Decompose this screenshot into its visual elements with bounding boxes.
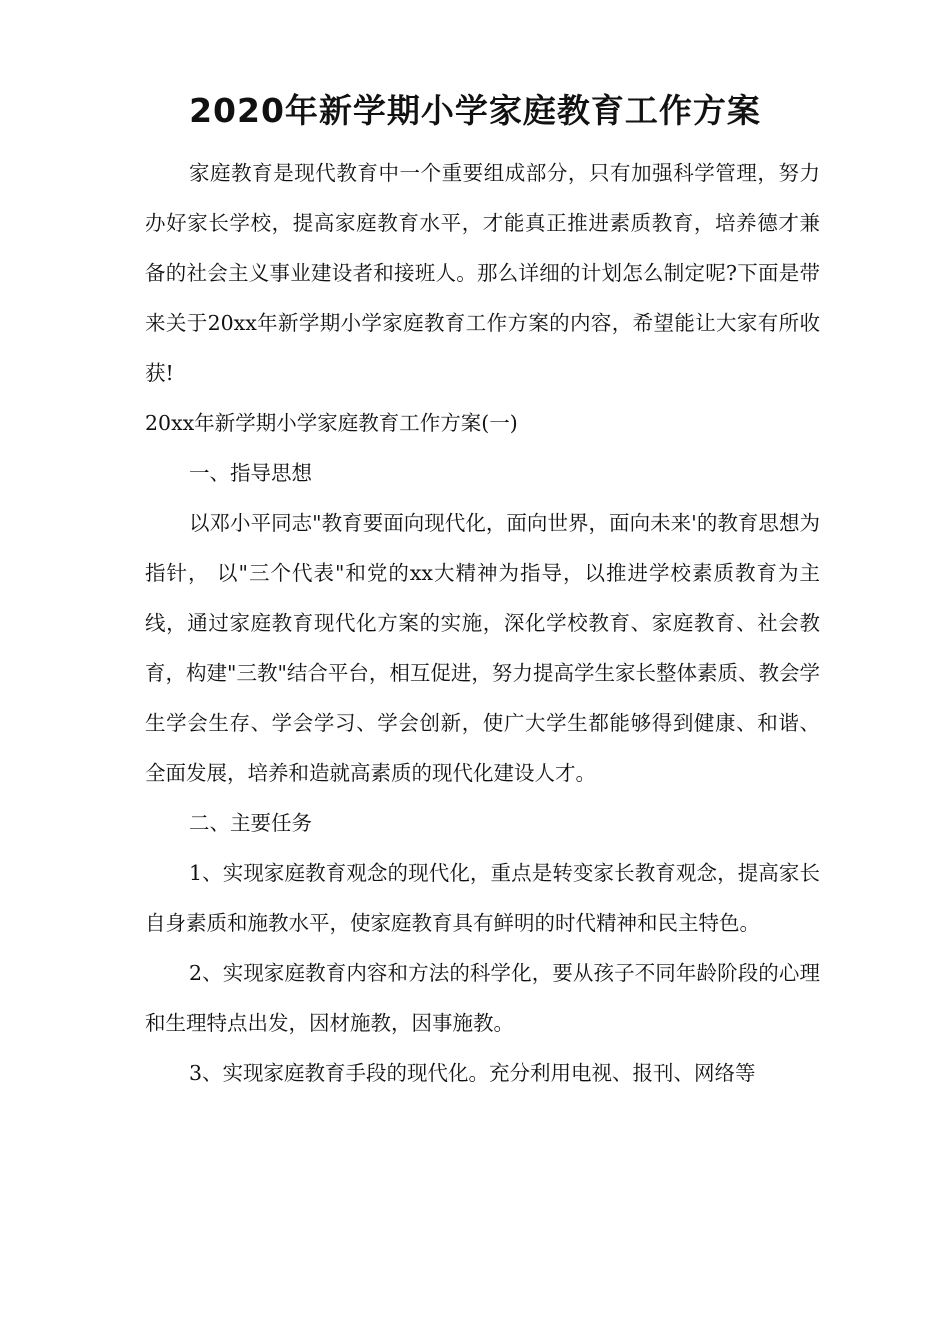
section-subtitle: 20xx年新学期小学家庭教育工作方案(一) (145, 411, 518, 435)
heading-main-tasks: 二、主要任务 (189, 811, 312, 835)
task-item-2: 2、实现家庭教育内容和方法的科学化，要从孩子不同年龄阶段的心理和生理特点出发，因材施教，因事施教。 (145, 961, 820, 1035)
guiding-ideology-paragraph: 以邓小平同志"教育要面向现代化，面向世界，面向未来'的教育思想为指针， 以"三个代表"和党的xx大精神为指导，以推进学校素质教育为主线，通过家庭教育现代化方案的实施，深化学校教育、家庭教育、社会教育，构建"三教"结合平台，相互促进，努力提高学生家长整体素质、教会学生学会生存、学会学习、学会创新，使广大学生都能够得到健康、和谐、全面发展，培养和造就高素质的现代化建设人才。 (145, 511, 820, 785)
document-body (145, 148, 820, 1098)
task-item-3: 3、实现家庭教育手段的现代化。充分利用电视、报刊、网络等 (189, 1061, 756, 1085)
task-item-1: 1、实现家庭教育观念的现代化，重点是转变家长教育观念，提高家长自身素质和施教水平，使家庭教育具有鲜明的时代精神和民主特色。 (145, 861, 820, 935)
heading-guiding-ideology: 一、指导思想 (189, 461, 312, 485)
document-title: 2020年新学期小学家庭教育工作方案 (189, 91, 761, 130)
intro-paragraph: 家庭教育是现代教育中一个重要组成部分，只有加强科学管理，努力办好家长学校，提高家庭教育水平，才能真正推进素质教育，培养德才兼备的社会主义事业建设者和接班人。那么详细的计划怎么制定呢?下面是带来关于20xx年新学期小学家庭教育工作方案的内容，希望能让大家有所收获! (145, 161, 820, 385)
